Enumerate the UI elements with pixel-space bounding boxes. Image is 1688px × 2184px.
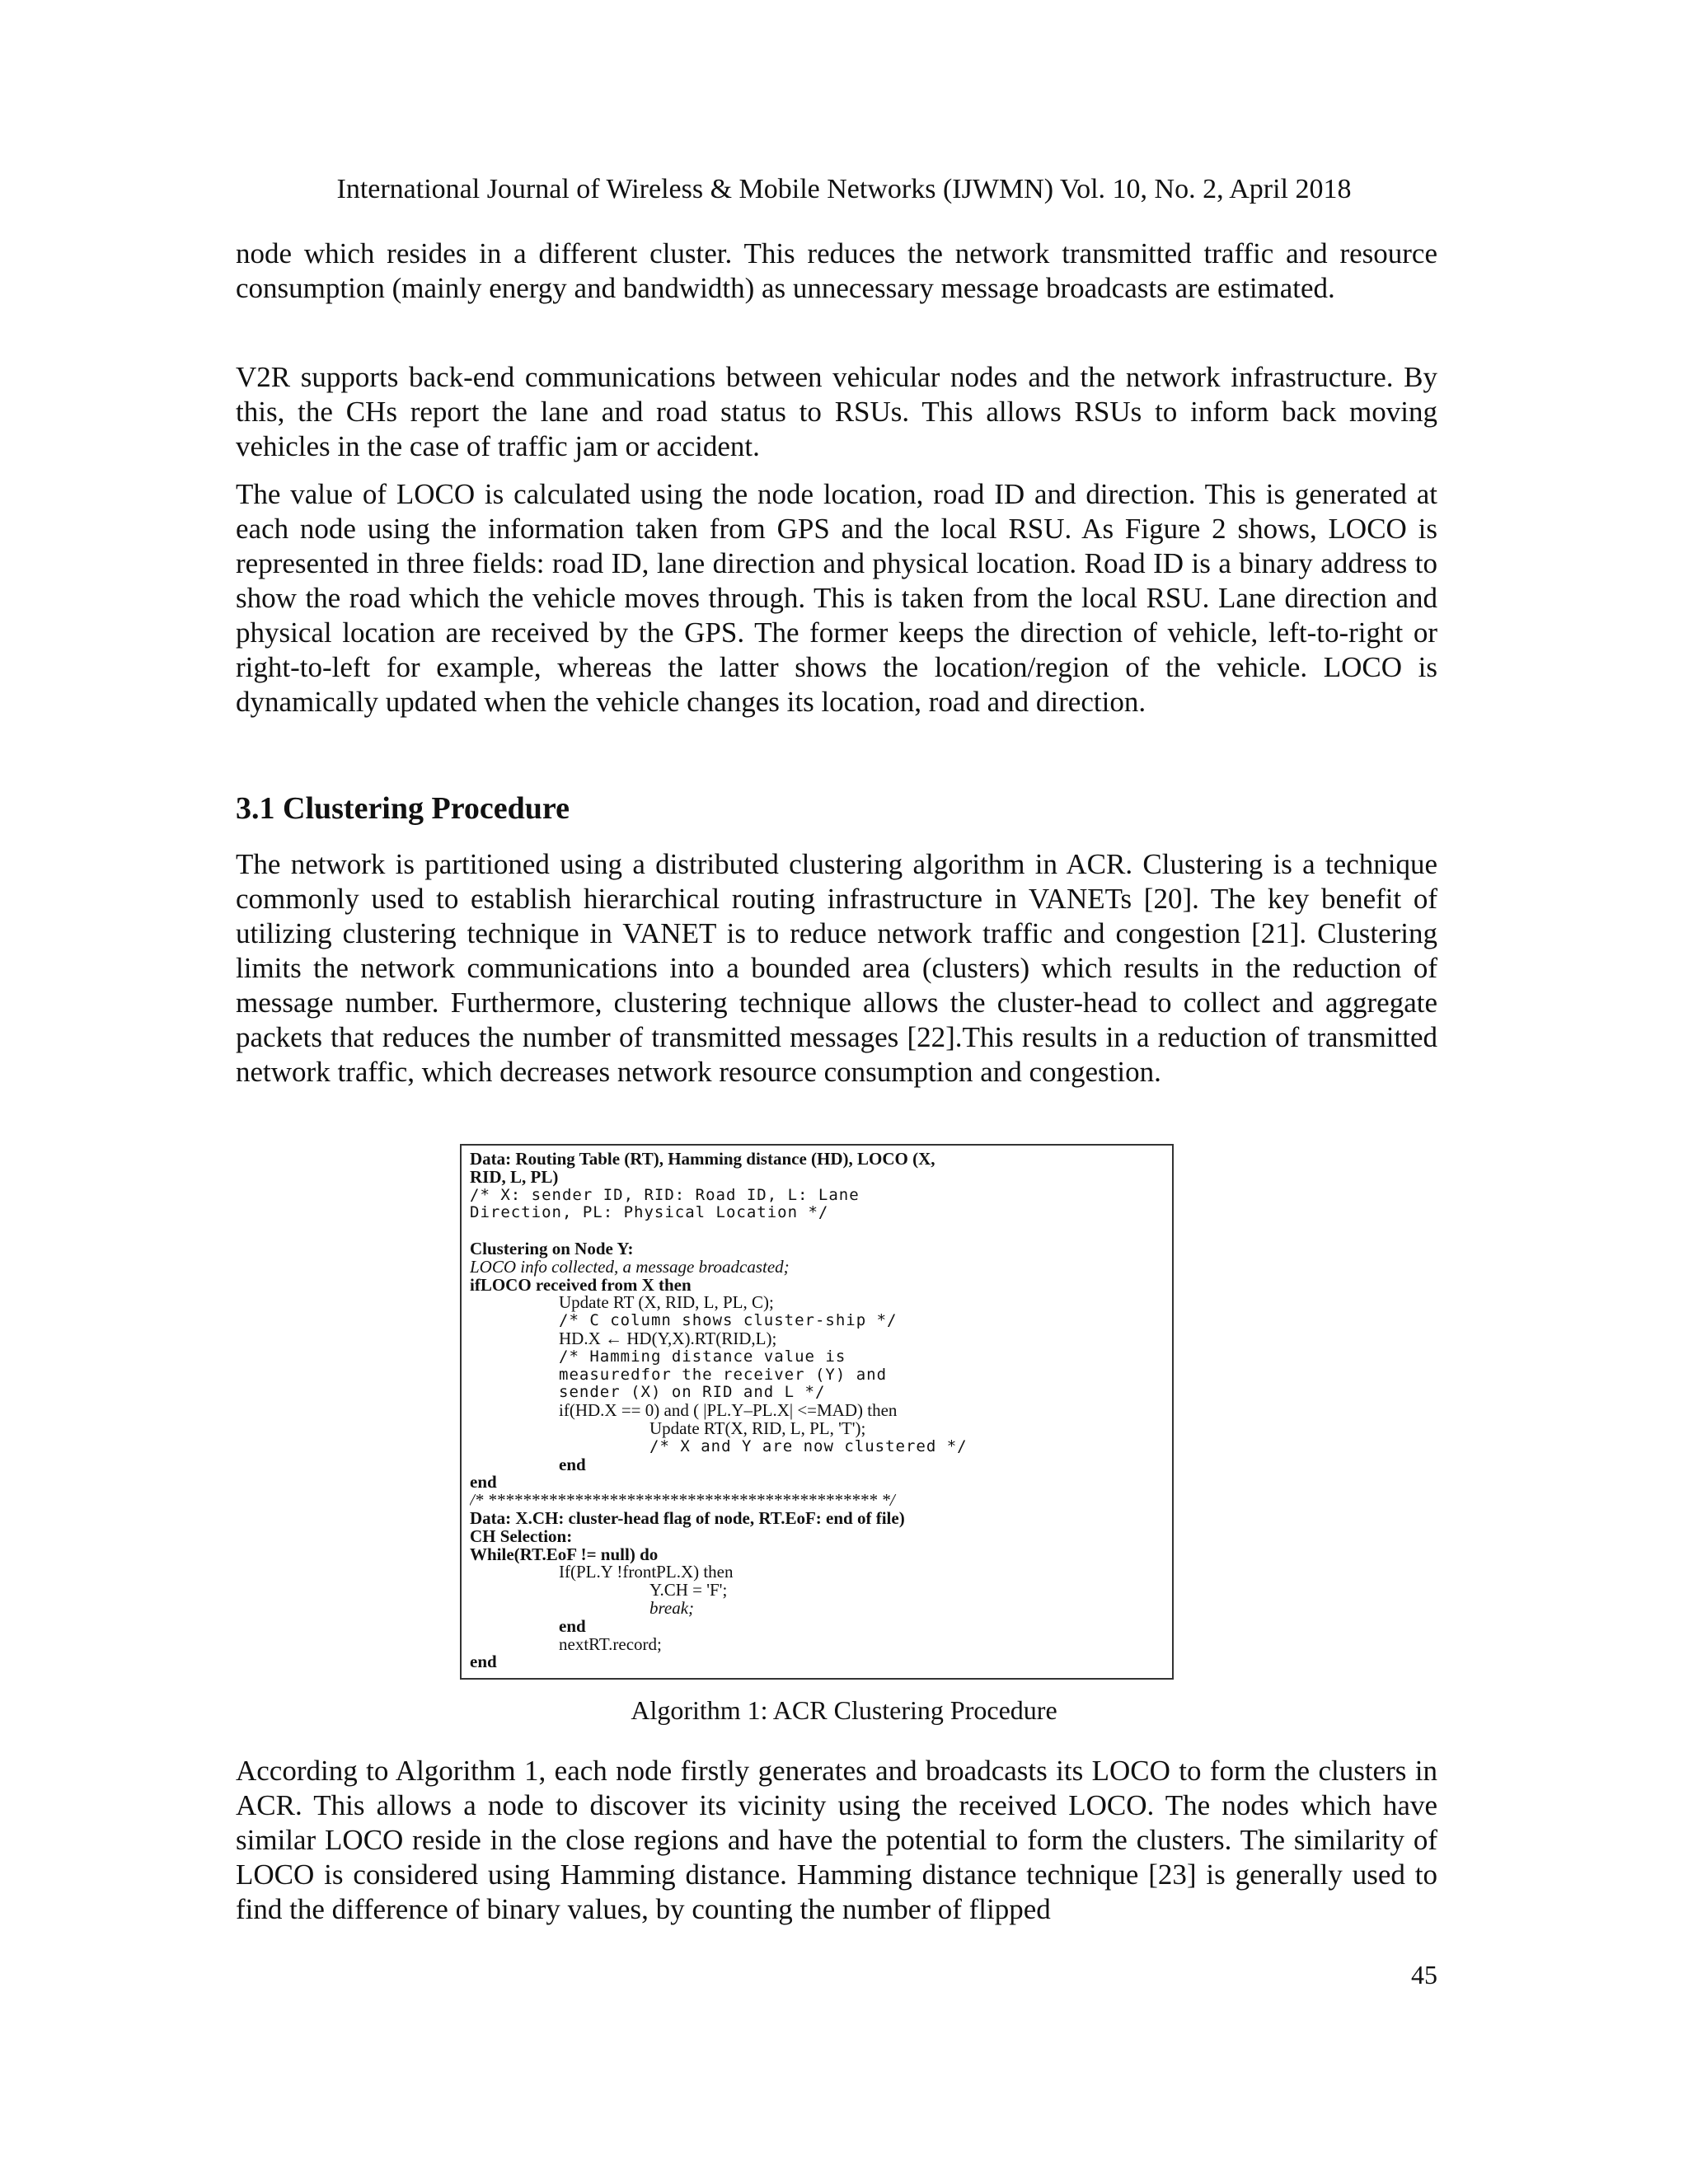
section-paragraph bbox=[236, 847, 1437, 1090]
algo-comment: /* Hamming distance value is bbox=[559, 1347, 846, 1366]
algo-line: Update RT(X, RID, L, PL, 'T'); bbox=[649, 1419, 866, 1438]
algorithm-caption: Algorithm 1: ACR Clustering Procedure bbox=[631, 1695, 1057, 1725]
algo-comment: sender (X) on RID and L */ bbox=[559, 1384, 826, 1402]
algo-separator: /* ********************************************* */ bbox=[470, 1492, 895, 1510]
algo-line: CH Selection: bbox=[470, 1527, 573, 1546]
algo-line: Data: X.CH: cluster-head flag of node, RT.EoF: end of file) bbox=[470, 1509, 905, 1528]
algo-line: Clustering on Node Y: bbox=[470, 1240, 634, 1258]
algo-line: nextRT.record; bbox=[559, 1635, 662, 1654]
algo-line: RID, L, PL) bbox=[470, 1168, 559, 1187]
paragraph-text: The value of LOCO is calculated using the node location, road ID and direction. This is generated at each node using the information taken from GPS and the local RSU. As Figure 2 shows, LOCO is represented in three fields: road ID, lane direction and physical location. Road ID is a binary address to show the road which the vehicle moves through. This is taken from the local RSU. Lane direction and physical location are received by the GPS. The former keeps the direction of vehicle, left-to-right or right-to-left for example, whereas the latter shows the location/region of the vehicle. LOCO is dynamically updated when the vehicle changes its location, road and direction. bbox=[236, 478, 1437, 718]
paragraph-text: The network is partitioned using a distributed clustering algorithm in ACR. Clustering is a technique commonly used to establish hierarchical routing infrastructure in VANETs [20]. The key benefit of utilizing clustering technique in VANET is to reduce network traffic and congestion [21]. Clustering limits the network communications into a bounded area (clusters) which results in the reduction of message number. Furthermore, clustering technique allows the cluster-head to collect and aggregate packets that reduces the number of transmitted messages [22].This results in a reduction of transmitted network traffic, which decreases network resource consumption and congestion. bbox=[236, 848, 1437, 1088]
page-number: 45 bbox=[1411, 1960, 1437, 1990]
algo-line: LOCO info collected, a message broadcasted; bbox=[470, 1258, 790, 1277]
algo-comment: /* X: sender ID, RID: Road ID, L: Lane bbox=[470, 1186, 860, 1204]
section-heading: 3.1 Clustering Procedure bbox=[236, 791, 570, 826]
algo-comment: Direction, PL: Physical Location */ bbox=[470, 1204, 829, 1222]
paragraph-2 bbox=[236, 360, 1437, 464]
algo-line: ifLOCO received from X then bbox=[470, 1276, 692, 1295]
algo-comment: /* X and Y are now clustered */ bbox=[649, 1437, 968, 1455]
algorithm-box bbox=[460, 1144, 1174, 1680]
journal-header: International Journal of Wireless & Mobile Networks (IJWMN) Vol. 10, No. 2, April 2018 bbox=[336, 174, 1352, 204]
algo-line: if(HD.X == 0) and ( |PL.Y–PL.X| <=MAD) then bbox=[559, 1402, 898, 1420]
paragraph-text: According to Algorithm 1, each node firstly generates and broadcasts its LOCO to form the clusters in ACR. This allows a node to discover its vicinity using the received LOCO. The nodes which have similar LOCO reside in the close regions and have the potential to form the clusters. The similarity of LOCO is considered using Hamming distance. Hamming distance technique [23] is generally used to find the difference of binary values, by counting the number of flipped bbox=[236, 1755, 1437, 1925]
algo-line: While(RT.EoF != null) do bbox=[470, 1545, 659, 1564]
algo-line: end bbox=[470, 1653, 497, 1672]
algo-blank bbox=[470, 1222, 1164, 1240]
algo-line: end bbox=[559, 1455, 586, 1474]
paragraph-3 bbox=[236, 477, 1437, 719]
algo-line: end bbox=[559, 1617, 586, 1636]
algo-line: Update RT (X, RID, L, PL, C); bbox=[559, 1294, 774, 1313]
algo-comment: /* C column shows cluster-ship */ bbox=[559, 1312, 898, 1330]
algo-comment: measuredfor the receiver (Y) and bbox=[559, 1366, 888, 1384]
algo-line: If(PL.Y !frontPL.X) then bbox=[559, 1563, 734, 1582]
algo-line: Y.CH = 'F'; bbox=[649, 1582, 728, 1600]
paragraph-text: V2R supports back-end communications between vehicular nodes and the network infrastructure. By this, the CHs report the lane and road status to RSUs. This allows RSUs to inform back moving vehicles in the case of traffic jam or accident. bbox=[236, 361, 1437, 462]
closing-paragraph bbox=[236, 1754, 1437, 1927]
algo-line: Data: Routing Table (RT), Hamming distance (HD), LOCO (X, bbox=[470, 1151, 935, 1169]
algo-line: HD.X ← HD(Y,X).RT(RID,L); bbox=[559, 1329, 777, 1348]
paragraph-text: node which resides in a different cluster. This reduces the network transmitted traffic and resource consumption (mainly energy and bandwidth) as unnecessary message broadcasts are estimated. bbox=[236, 237, 1437, 304]
paragraph-1 bbox=[236, 237, 1437, 306]
algo-line: end bbox=[470, 1474, 497, 1493]
algo-line: break; bbox=[649, 1599, 695, 1618]
